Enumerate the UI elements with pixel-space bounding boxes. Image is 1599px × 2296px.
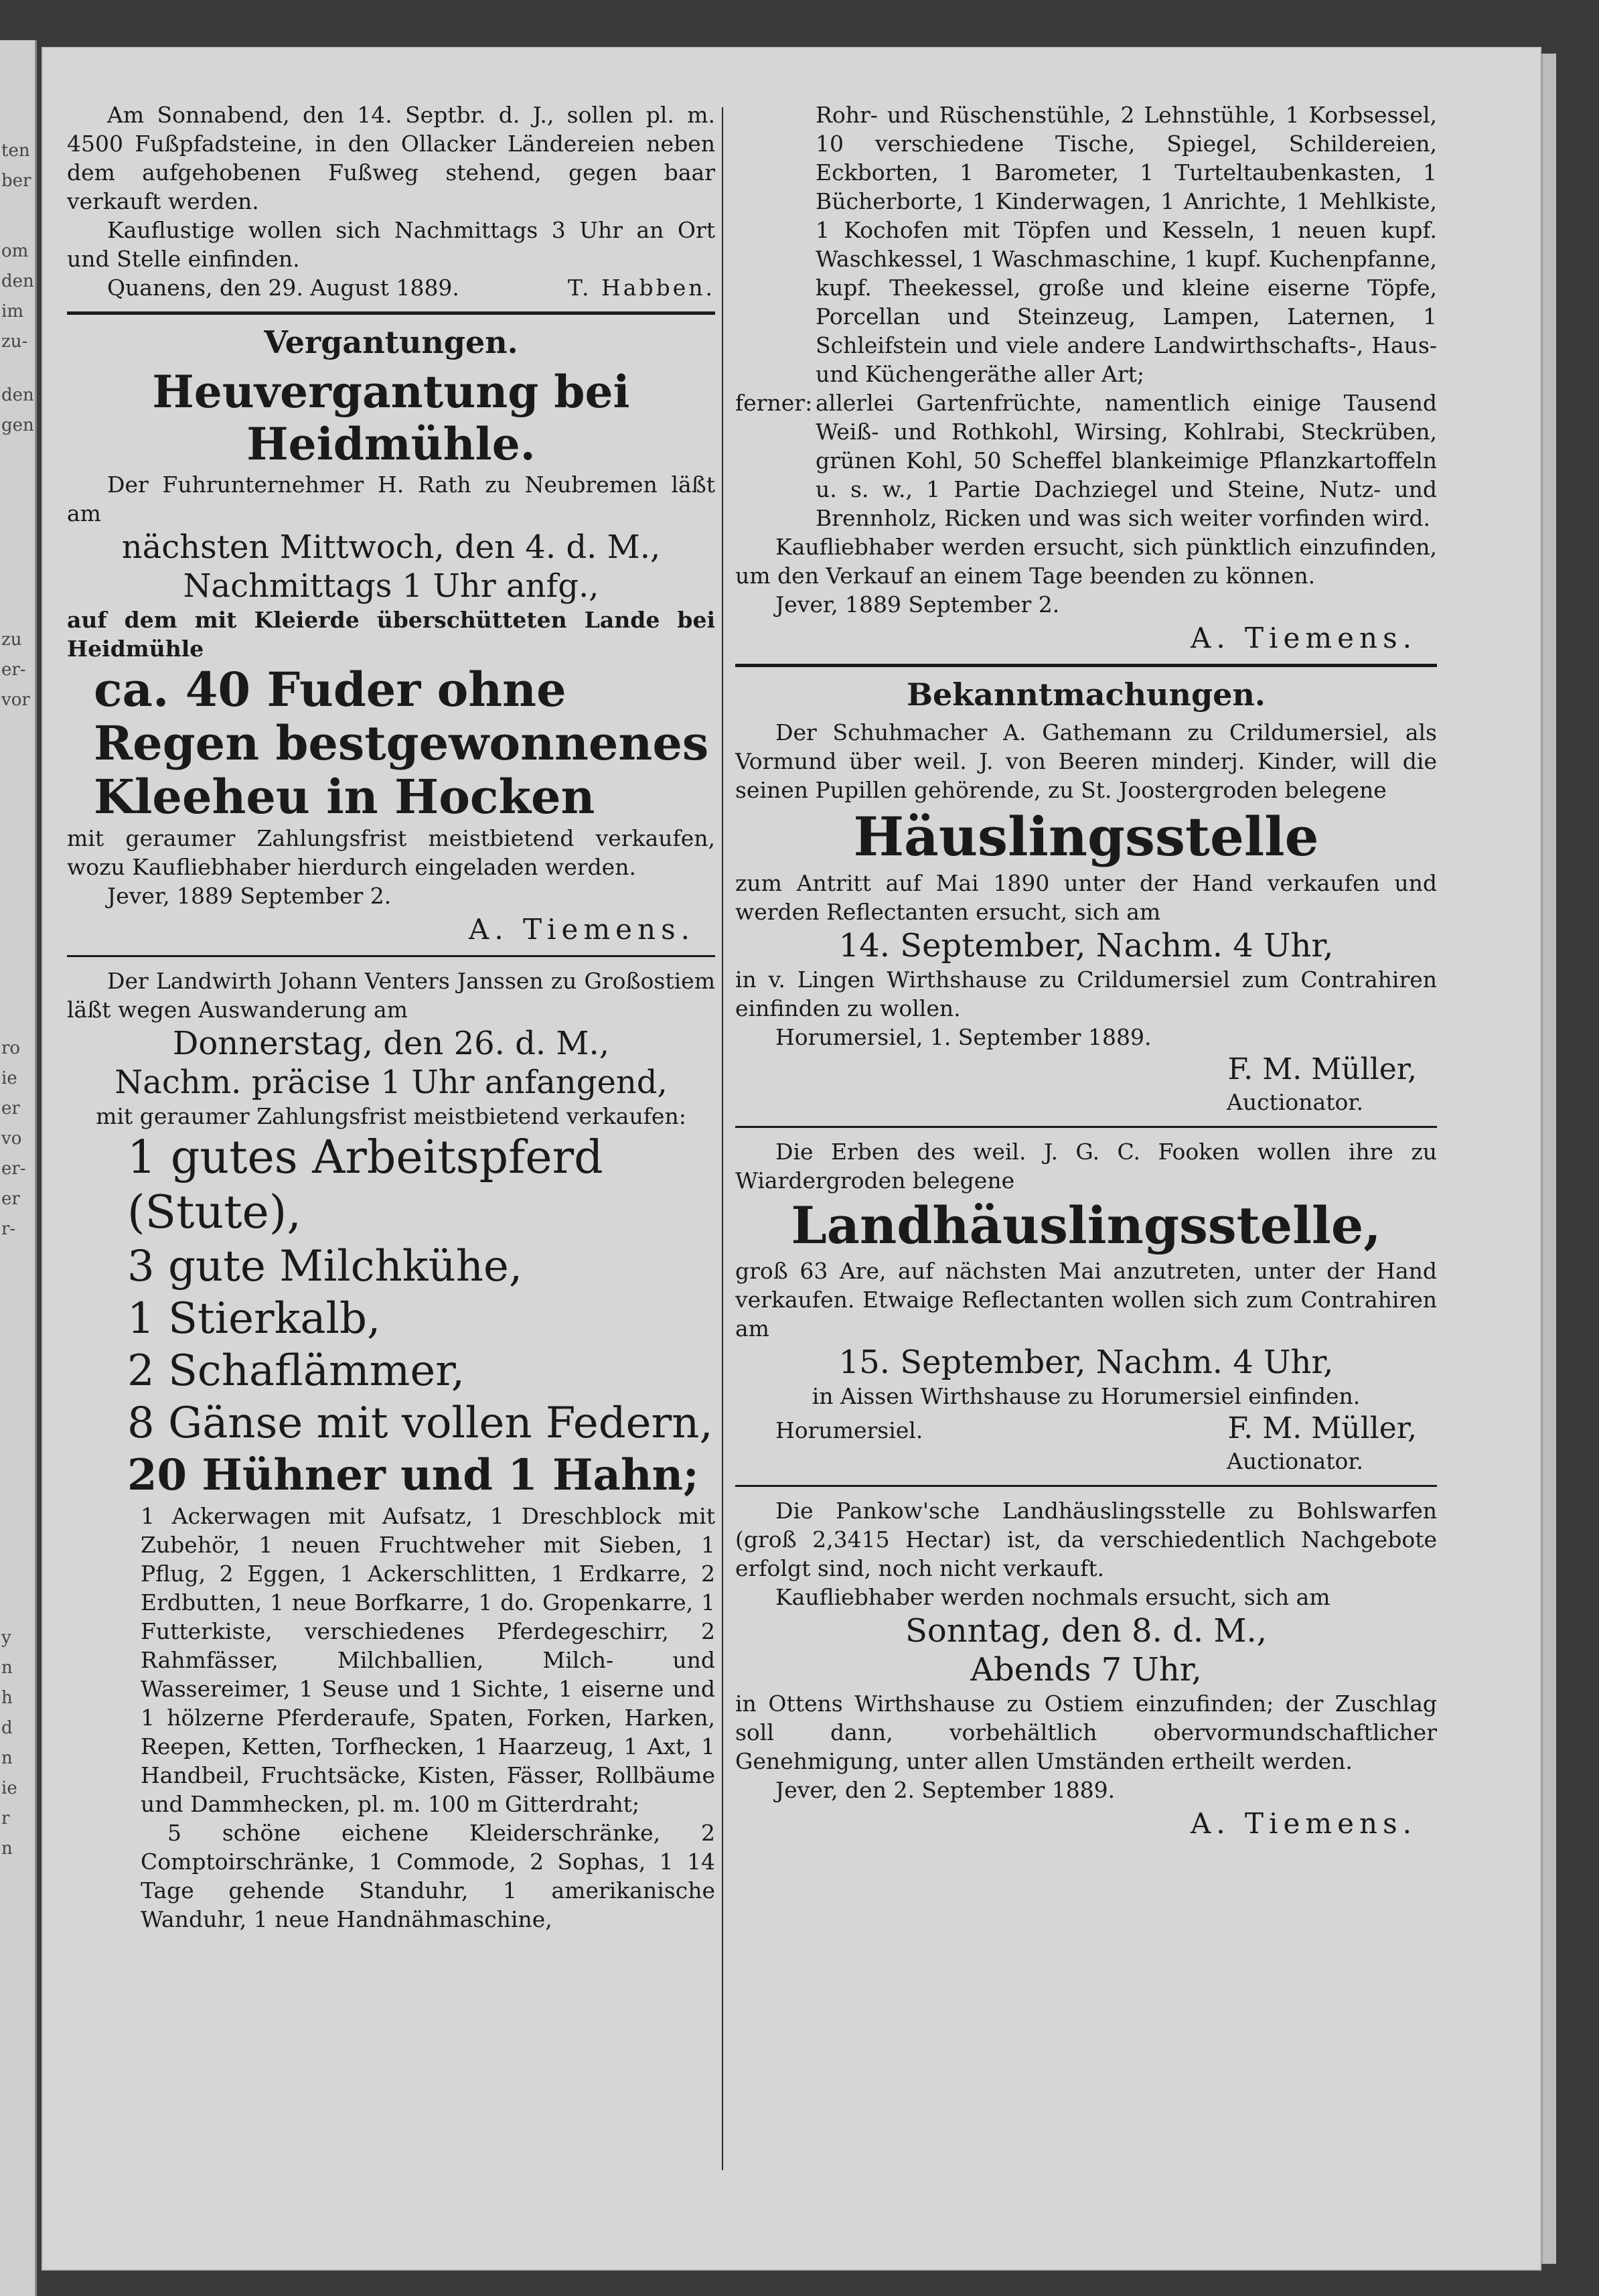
ad-date: Horumersiel, 1. September 1889. [775, 1024, 1152, 1050]
ad-text: Rohr- und Rüschenstühle, 2 Lehnstühle, 1 Korbsessel, 10 verschiedene Tische, Spiegel, Schildereien, Eckborten, 1 Barometer, 1 Turteltaubenkasten, 1 Bücherborte, 1 Kinderwagen, 1 Anrichte, 1 Mehlkiste, 1 Kochofen mit Töpfen und Kesseln, 1 neuen kupf. Waschkessel, 1 Waschmaschine, 1 kupf. Kuchenpfanne, kupf. Theekessel, große und kleine eiserne Töpfe, Porcellan und Steinzeug, Lampen, Laternen, 1 Schleifstein und viele andere Landwirthschafts-, Haus- und Küchengeräthe aller Art; [816, 102, 1437, 387]
margin-fragment: er [1, 1189, 20, 1209]
margin-fragment: den [1, 385, 34, 405]
left-column [67, 100, 715, 1934]
margin-fragment: vor [1, 690, 30, 710]
ad-ferner-block [735, 388, 1437, 532]
lot-item: 8 Gänse mit vollen Federn, [127, 1398, 713, 1448]
ad-date: Jever, 1889 September 2. [775, 591, 1060, 618]
margin-fragment: zu- [1, 332, 28, 352]
ad-signer: A. Tiemens. [1191, 1807, 1417, 1840]
column-divider [722, 107, 723, 2170]
ad-signer: T. Habben. [567, 275, 715, 301]
section-rule [67, 311, 715, 315]
ad-role: Auctionator. [1227, 1089, 1363, 1115]
margin-fragment: den [1, 271, 34, 291]
section-title-bekanntmachungen: Bekanntmachungen. [907, 676, 1266, 713]
ad-date: Jever, 1889 September 2. [107, 883, 392, 909]
margin-fragment: gen [1, 415, 34, 435]
margin-fragment: y [1, 1628, 11, 1648]
margin-fragment: h [1, 1688, 13, 1708]
ad-text: Am Sonnabend, den 14. Septbr. d. J., sollen pl. m. 4500 Fußpfadsteine, in den Ollacker Ländereien neben dem aufgehobenen Fußweg stehend, gegen baar verkauft werden. [67, 102, 715, 214]
ad-rule [67, 955, 715, 957]
ad-text: Der Landwirth Johann Venters Janssen zu Großostiem läßt wegen Auswanderung am [67, 968, 715, 1023]
newspaper-page [42, 47, 1541, 2271]
lot-item: 1 Stierkalb, [127, 1294, 381, 1344]
section-title-vergantungen: Vergantungen. [264, 324, 518, 360]
margin-fragment: n [1, 1658, 13, 1678]
ad-text: mit geraumer Zahlungsfrist meistbietend verkaufen: [96, 1103, 686, 1129]
ad-date: Quanens, den 29. August 1889. [107, 275, 459, 301]
margin-fragment: im [1, 301, 23, 321]
ad-rule [735, 1485, 1437, 1487]
ad-rule [735, 1126, 1437, 1128]
ad-goods: ca. 40 Fuder ohne Regen bestgewonnenes Kleeheu in Hocken [94, 662, 709, 824]
lot-item: 1 gutes Arbeitspferd (Stute), [127, 1131, 603, 1239]
ad-signer: F. M. Müller, [1227, 1052, 1417, 1086]
ad-label: ferner: [735, 390, 813, 416]
margin-fragment: ber [1, 171, 31, 191]
ad-date: Jever, den 2. September 1889. [775, 1777, 1116, 1803]
ad-when: Abends 7 Uhr, [970, 1651, 1202, 1689]
ad-when: Donnerstag, den 26. d. M., [172, 1025, 610, 1062]
ad-text: mit geraumer Zahlungsfrist meistbietend verkaufen, wozu Kaufliebhaber hierdurch eingeladen werden. [67, 825, 715, 880]
ad-text: in Ottens Wirthshause zu Ostiem einzufinden; der Zuschlag soll dann, vorbehältlich obervormundschaftlicher Genehmigung, unter allen Umständen ertheilt werden. [735, 1691, 1437, 1774]
ad-text: groß 63 Are, auf nächsten Mai anzutreten, unter der Hand verkaufen. Etwaige Reflectanten wollen sich zum Contrahiren am [735, 1258, 1437, 1342]
margin-fragment: vo [1, 1129, 22, 1149]
ad-farm-auction [67, 966, 715, 1934]
right-column [735, 100, 1437, 1845]
ad-signer: F. M. Müller, [1227, 1411, 1417, 1445]
ad-text: allerlei Gartenfrüchte, namentlich einige Tausend Weiß- und Rothkohl, Wirsing, Kohlrabi, Steckrüben, grünen Kohl, 50 Scheffel blankeimige Pflanzkartoffeln u. s. w., 1 Partie Dachziegel und Steine, Nutz- und Brennholz, Ricken und was sich weiter vorfinden wird. [816, 390, 1437, 531]
ad-location: auf dem mit Kleierde überschütteten Lande bei Heidmühle [67, 607, 715, 662]
margin-fragment: ie [1, 1068, 17, 1088]
margin-fragment: r [1, 1808, 10, 1828]
ad-headline: Landhäuslingsstelle, [791, 1196, 1381, 1255]
ad-text: Kaufliebhaber werden nochmals ersucht, sich am [775, 1584, 1330, 1610]
ad-text: in Aissen Wirthshause zu Horumersiel einfinden. [812, 1383, 1361, 1409]
ad-country-cottage-sale [735, 1137, 1437, 1476]
ad-pankow-sale [735, 1496, 1437, 1840]
ad-text: zum Antritt auf Mai 1890 unter der Hand verkaufen und werden Reflectanten ersucht, sich am [735, 870, 1437, 925]
lot-item: 20 Hühner und 1 Hahn; [127, 1450, 699, 1500]
margin-fragment: zu [1, 630, 22, 650]
adjacent-page-edge [0, 40, 37, 2296]
ad-signer: A. Tiemens. [469, 913, 695, 946]
ad-when: nächsten Mittwoch, den 4. d. M., [121, 528, 661, 566]
ad-farm-auction-continued [735, 100, 1437, 654]
margin-fragment: d [1, 1718, 13, 1738]
ad-text: Die Pankow'sche Landhäuslingsstelle zu Bohlswarfen (groß 2,3415 Hectar) ist, da verschiedentlich Nachgebote erfolgt sind, noch nicht verkauft. [735, 1498, 1437, 1581]
ad-text: 1 Ackerwagen mit Aufsatz, 1 Dreschblock mit Zubehör, 1 neuen Fruchtweher mit Sieben, 1 Pflug, 2 Eggen, 1 Ackerschlitten, 1 Erdkarre, 2 Erdbutten, 1 neue Borfkarre, 1 do. Gropenkarre, 1 Futterkiste, verschiedenes Pferdegeschirr, 2 Rahmfässer, Milchballien, Milch- und Wassereimer, 1 Seuse und 1 Sichte, 1 eiserne und 1 hölzerne Pferderaufe, Spaten, Forken, Harken, Reepen, Ketten, Torfhecken, 1 Haarzeug, 1 Axt, 1 Handbeil, Fruchtsäcke, Kisten, Fässer, Rollbäume und Dammhecken, pl. m. 100 m Gitterdraht; [141, 1503, 715, 1817]
ad-text: 5 schöne eichene Kleiderschränke, 2 Comptoirschränke, 1 Commode, 2 Sophas, 1 14 Tage gehende Standuhr, 1 amerikanische Wanduhr, 1 neue Handnähmaschine, [141, 1820, 715, 1932]
page-edge [1541, 54, 1556, 2264]
ad-role: Auctionator. [1227, 1448, 1363, 1474]
margin-fragment: ten [1, 141, 30, 161]
ad-signer: A. Tiemens. [1191, 622, 1417, 654]
margin-fragment: er- [1, 660, 26, 680]
ad-when: Sonntag, den 8. d. M., [905, 1612, 1268, 1650]
margin-fragment: om [1, 241, 29, 261]
margin-fragment: n [1, 1839, 13, 1859]
margin-fragment: r- [1, 1219, 16, 1239]
margin-fragment: er [1, 1098, 20, 1119]
ad-headline: Heuvergantung bei Heidmühle. [152, 366, 630, 470]
ad-text: Der Schuhmacher A. Gathemann zu Crildumersiel, als Vormund über weil. J. von Beeren minderj. Kinder, will die seinen Pupillen gehörende, zu St. Joostergroden belegene [735, 719, 1437, 803]
ad-text: Der Fuhrunternehmer H. Rath zu Neubremen läßt am [67, 472, 715, 526]
margin-fragment: er- [1, 1159, 26, 1179]
ad-text: in v. Lingen Wirthshause zu Crildumersiel zum Contrahiren einfinden zu wollen. [735, 966, 1437, 1021]
ad-text: Kaufliebhaber werden ersucht, sich pünktlich einzufinden, um den Verkauf an einem Tage beenden zu können. [735, 534, 1437, 589]
ad-when: Nachm. präcise 1 Uhr anfangend, [115, 1064, 668, 1101]
lot-item: 2 Schaflämmer, [127, 1346, 465, 1396]
margin-fragment: ie [1, 1778, 17, 1798]
ad-when: Nachmittags 1 Uhr anfg., [183, 567, 599, 605]
ad-sidewalk-stones [67, 100, 715, 302]
ad-when: 14. September, Nachm. 4 Uhr, [838, 927, 1334, 964]
ad-cottage-sale [735, 718, 1437, 1117]
ad-hay-auction [67, 366, 715, 946]
ad-when: 15. September, Nachm. 4 Uhr, [838, 1344, 1334, 1381]
section-rule [735, 664, 1437, 667]
ad-text: Die Erben des weil. J. G. C. Fooken wollen ihre zu Wiardergroden belegene [735, 1139, 1437, 1194]
lot-item: 3 gute Milchkühe, [127, 1242, 523, 1291]
ad-headline: Häuslingsstelle [853, 805, 1319, 868]
margin-fragment: ro [1, 1038, 21, 1058]
ad-date: Horumersiel. [775, 1417, 923, 1443]
ad-text: Kauflustige wollen sich Nachmittags 3 Uhr an Ort und Stelle einfinden. [67, 217, 715, 272]
margin-fragment: n [1, 1748, 13, 1768]
